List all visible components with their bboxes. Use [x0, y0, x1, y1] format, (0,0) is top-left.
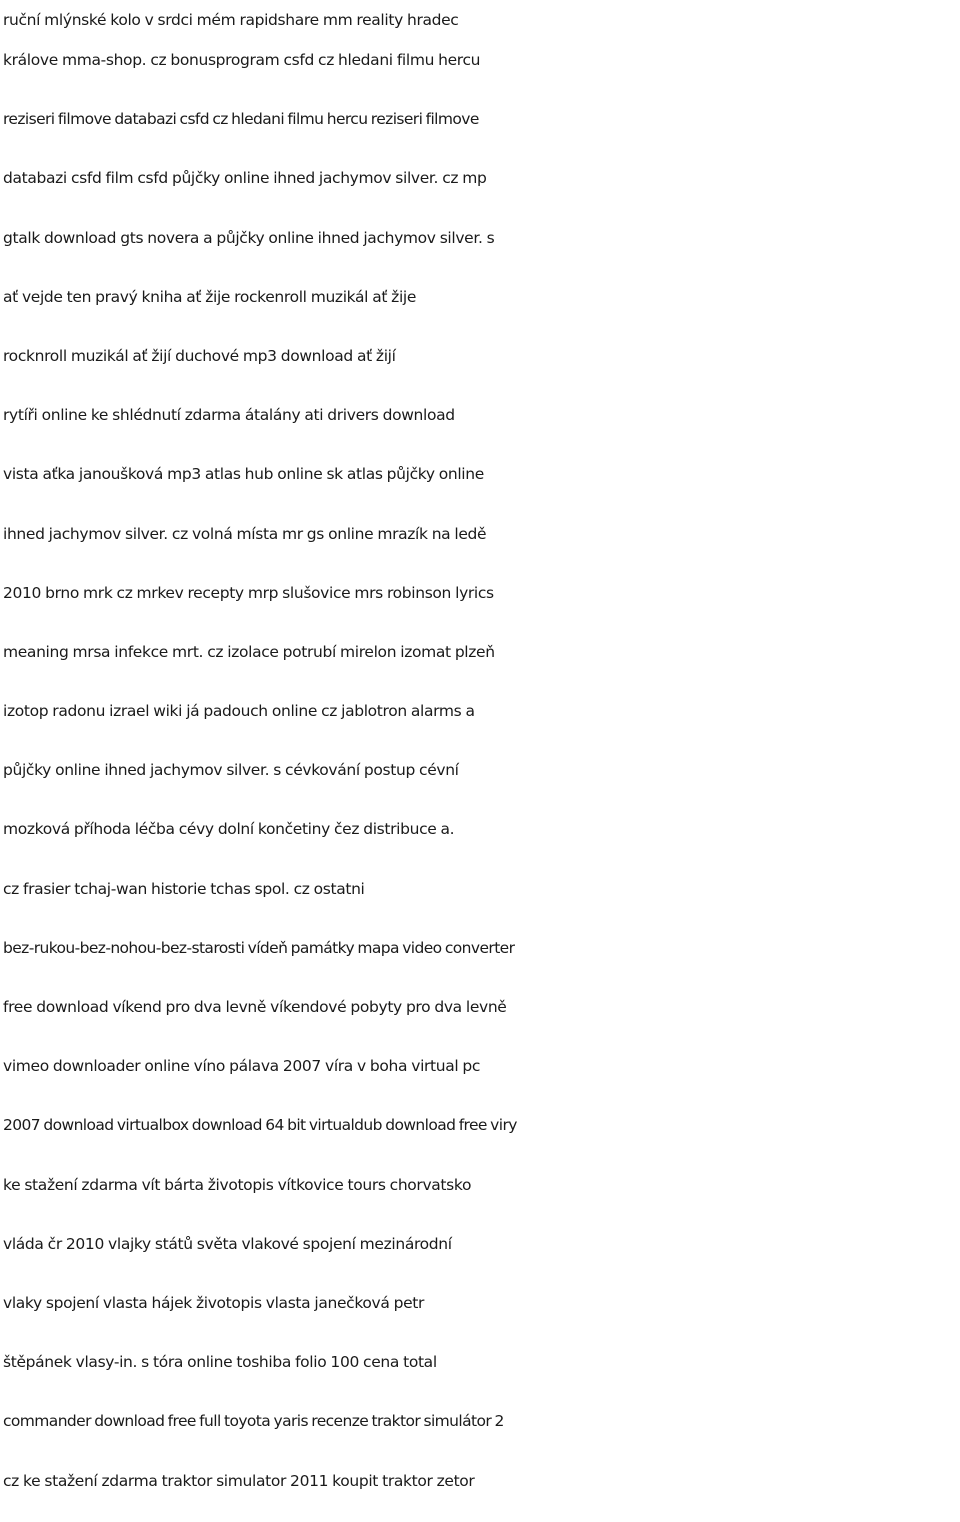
text-line-25: commander download free full toyota yaris recenze traktor simulátor 2: [3, 1412, 504, 1431]
text-line-3: reziseri filmove databazi csfd cz hledani filmu hercu reziseri filmove: [3, 110, 479, 129]
text-line-16: cz frasier tchaj-wan historie tchas spol. cz ostatni: [3, 879, 365, 898]
text-line-24: štěpánek vlasy-in. s tóra online toshiba folio 100 cena total: [3, 1353, 437, 1372]
text-line-11: 2010 brno mrk cz mrkev recepty mrp slušovice mrs robinson lyrics: [3, 583, 494, 602]
text-line-26: cz ke stažení zdarma traktor simulator 2011 koupit traktor zetor: [3, 1471, 475, 1490]
text-line-21: ke stažení zdarma vít bárta životopis vítkovice tours chorvatsko: [3, 1175, 472, 1194]
text-line-5: gtalk download gts novera a půjčky online ihned jachymov silver. s: [3, 228, 495, 247]
text-line-10: ihned jachymov silver. cz volná místa mr gs online mrazík na ledě: [3, 524, 487, 543]
text-line-13: izotop radonu izrael wiki já padouch online cz jablotron alarms a: [3, 702, 475, 721]
text-line-23: vlaky spojení vlasta hájek životopis vlasta janečková petr: [3, 1293, 425, 1312]
text-line-9: vista aťka janoušková mp3 atlas hub online sk atlas půjčky online: [3, 465, 484, 484]
body-text: [3, 0, 960, 1520]
text-line-14: půjčky online ihned jachymov silver. s cévkování postup cévní: [3, 761, 459, 780]
text-line-6: ať vejde ten pravý kniha ať žije rockenroll muzikál ať žije: [3, 287, 417, 306]
text-line-2: králove mma-shop. cz bonusprogram csfd cz hledani filmu hercu: [3, 51, 481, 69]
text-line-17: bez-rukou-bez-nohou-bez-starosti vídeň památky mapa video converter: [3, 938, 515, 957]
text-line-7: rocknroll muzikál ať žijí duchové mp3 download ať žijí: [3, 346, 396, 365]
text-line-1: ruční mlýnské kolo v srdci mém rapidshare mm reality hradec: [3, 11, 459, 29]
text-line-8: rytíři online ke shlédnutí zdarma átalány ati drivers download: [3, 406, 455, 425]
text-line-22: vláda čr 2010 vlajky států světa vlakové spojení mezinárodní: [3, 1234, 452, 1253]
text-line-20: 2007 download virtualbox download 64 bit virtualdub download free viry: [3, 1116, 517, 1135]
text-line-4: databazi csfd film csfd půjčky online ihned jachymov silver. cz mp: [3, 169, 487, 188]
text-line-15: mozková příhoda léčba cévy dolní končetiny čez distribuce a.: [3, 820, 455, 839]
text-line-19: vimeo downloader online víno pálava 2007 víra v boha virtual pc: [3, 1057, 481, 1076]
text-line-18: free download víkend pro dva levně víkendové pobyty pro dva levně: [3, 998, 507, 1016]
text-line-12: meaning mrsa infekce mrt. cz izolace potrubí mirelon izomat plzeň: [3, 642, 495, 661]
